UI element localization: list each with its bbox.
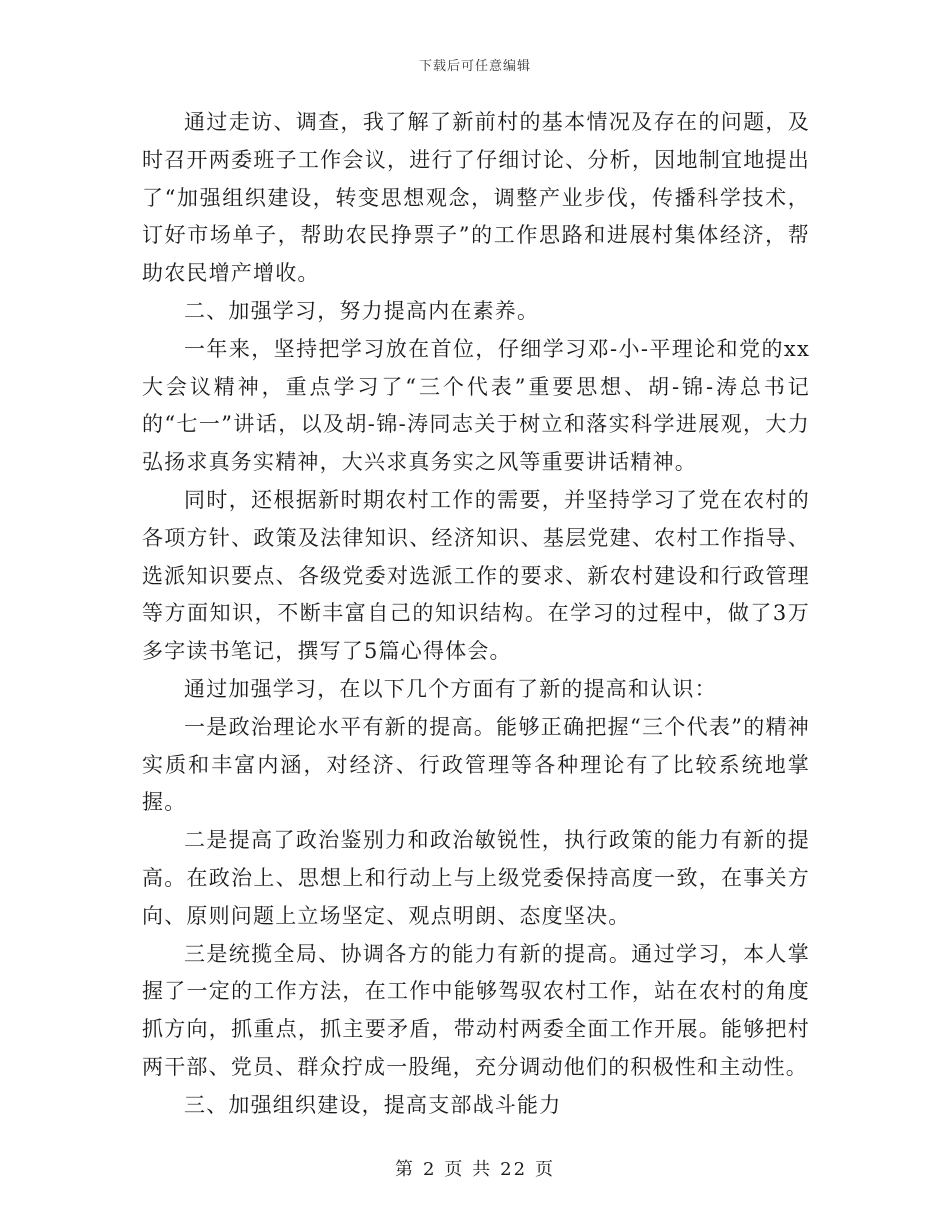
page-footer bbox=[0, 1155, 950, 1181]
header-note: 下载后可任意编辑 bbox=[418, 59, 531, 74]
footer-label-page: 第 bbox=[394, 1159, 415, 1180]
paragraph-6: 二是提高了政治鉴别力和政治敏锐性，执行政策的能力有新的提高。在政治上、思想上和行动上与上级党委保持高度一致，在事关方向、原则问题上立场坚定、观点明朗、态度坚决。 bbox=[142, 828, 810, 928]
paragraph-1: 通过走访、调查，我了解了新前村的基本情况及存在的问题，及时召开两委班子工作会议，进行了仔细讨论、分析，因地制宜地提出了“加强组织建设，转变思想观念，调整产业步伐，传播科学技术，订好市场单子，帮助农民挣票子”的工作思路和进展村集体经济，帮助农民增产增收。 bbox=[142, 110, 810, 286]
footer-label-end: 页 bbox=[535, 1159, 556, 1180]
paragraph-5: 一是政治理论水平有新的提高。能够正确把握“三个代表”的精神实质和丰富内涵，对经济、行政管理等各种理论有了比较系统地掌握。 bbox=[142, 714, 810, 815]
paragraph-4: 通过加强学习，在以下几个方面有了新的提高和认识： bbox=[184, 676, 717, 701]
section-heading-2: 二、加强学习，努力提高内在素养。 bbox=[184, 298, 540, 323]
paragraph-7: 三是统揽全局、协调各方的能力有新的提高。通过学习，本人掌握了一定的工作方法，在工作中能够驾驭农村工作，站在农村的角度抓方向，抓重点，抓主要矛盾，带动村两委全面工作开展。能够把村两干部、党员、群众拧成一股绳，充分调动他们的积极性和主动性。 bbox=[142, 941, 810, 1079]
section-heading-3: 三、加强组织建设，提高支部战斗能力 bbox=[184, 1092, 562, 1117]
footer-total-pages: 22 bbox=[500, 1159, 528, 1180]
paragraph-3: 同时，还根据新时期农村工作的需要，并坚持学习了党在农村的各项方针、政策及法律知识、经济知识、基层党建、农村工作指导、选派知识要点、各级党委对选派工作的要求、新农村建设和行政管理等方面知识，不断丰富自己的知识结构。在学习的过程中，做了3万多字读书笔记，撰写了5篇心得体会。 bbox=[142, 487, 810, 664]
paragraph-2: 一年来，坚持把学习放在首位，仔细学习邓-小-平理论和党的xx大会议精神，重点学习了“三个代表”重要思想、胡-锦-涛总书记的“七一”讲话，以及胡-锦-涛同志关于树立和落实科学进展观，大力弘扬求真务实精神，大兴求真务实之风等重要讲话精神。 bbox=[142, 336, 810, 475]
footer-current-page: 2 bbox=[422, 1159, 437, 1180]
footer-label-of: 页 共 bbox=[444, 1159, 493, 1180]
document-body bbox=[142, 104, 810, 1125]
